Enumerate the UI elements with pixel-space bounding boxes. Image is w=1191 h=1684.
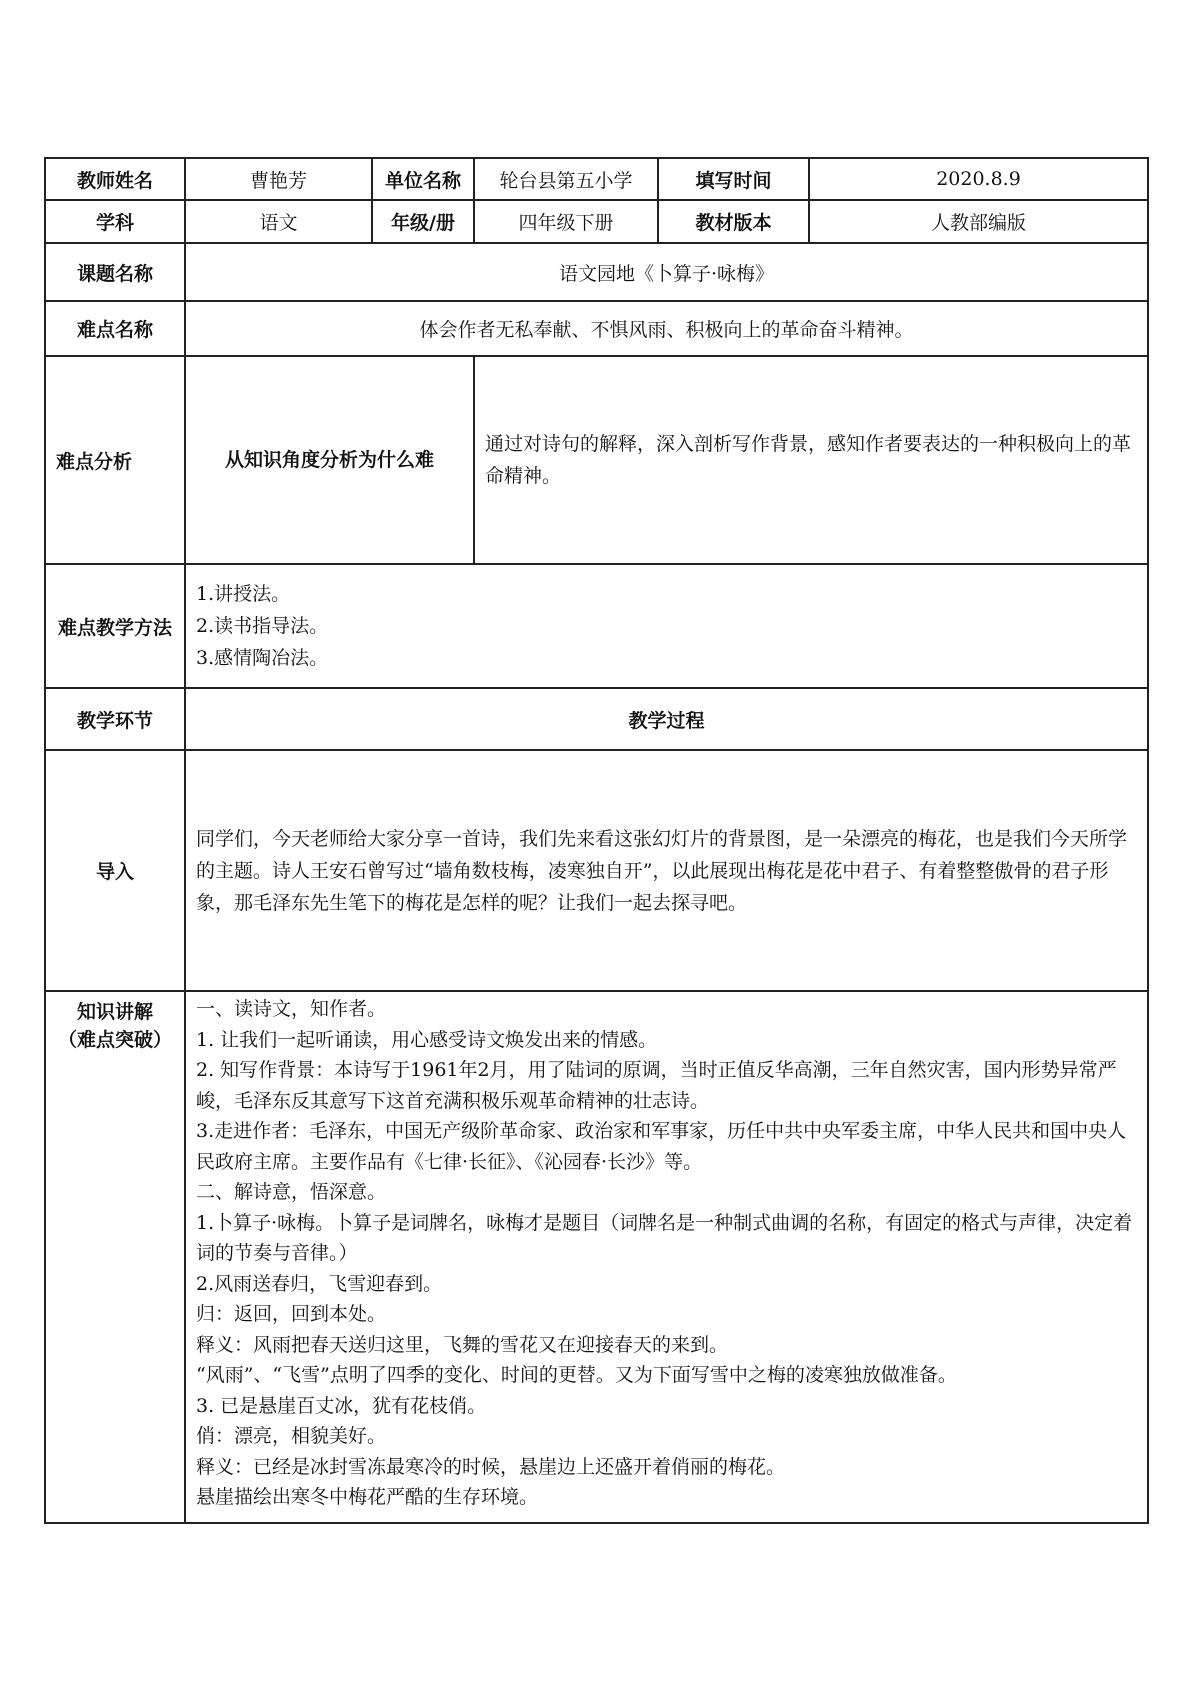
grade: 四年级下册 — [474, 200, 658, 243]
knowledge-line: 悬崖描绘出寒冬中梅花严酷的生存环境。 — [196, 1486, 539, 1508]
methods-label: 难点教学方法 — [45, 564, 185, 688]
methods-list — [185, 564, 1148, 688]
intro-text: 同学们，今天老师给大家分享一首诗，我们先来看这张幻灯片的背景图，是一朵漂亮的梅花，也是我们今天所学的主题。诗人王安石曾写过“墙角数枝梅，凌寒独自开”，以此展现出梅花是花中君子、有着整整傲骨的君子形象，那毛泽东先生笔下的梅花是怎样的呢？让我们一起去探寻吧。 — [185, 750, 1148, 991]
teacher-name-label: 教师姓名 — [45, 158, 185, 200]
process-stage-header: 教学环节 — [45, 688, 185, 750]
unit-label: 单位名称 — [372, 158, 474, 200]
grade-label: 年级/册 — [372, 200, 474, 243]
edition-label: 教材版本 — [658, 200, 809, 243]
method-item: 1.讲授法。 — [196, 583, 291, 605]
knowledge-content — [185, 991, 1148, 1523]
knowledge-line: 2.风雨送春归，飞雪迎春到。 — [196, 1272, 443, 1295]
knowledge-row — [45, 991, 1148, 1523]
topic-value: 语文园地《卜算子·咏梅》 — [185, 243, 1148, 301]
intro-row — [45, 750, 1148, 991]
method-item: 3.感情陶冶法。 — [196, 647, 329, 669]
knowledge-line: 一、读诗文，知作者。 — [196, 998, 387, 1020]
topic-label: 课题名称 — [45, 243, 185, 301]
methods-row — [45, 564, 1148, 688]
knowledge-line: 二、解诗意，悟深意。 — [196, 1181, 387, 1203]
knowledge-line: 3. 已是悬崖百丈冰，犹有花枝俏。 — [196, 1394, 487, 1417]
header-row-2 — [45, 200, 1148, 243]
knowledge-line: 归：返回，回到本处。 — [196, 1303, 387, 1325]
knowledge-line: 3.走进作者：毛泽东，中国无产级阶革命家、政治家和军事家，历任中共中央军委主席，中华人民共和国中央人民政府主席。主要作品有《七律·长征》、《沁园春·长沙》等。 — [196, 1120, 1127, 1173]
knowledge-label-line1: 知识讲解 — [76, 1001, 153, 1023]
knowledge-line: “风雨”、“飞雪”点明了四季的变化、时间的更替。又为下面写雪中之梅的凌寒独放做准备。 — [196, 1364, 957, 1386]
analysis-row — [45, 356, 1148, 564]
difficulty-label: 难点名称 — [45, 301, 185, 356]
difficulty-value: 体会作者无私奉献、不惧风雨、积极向上的革命奋斗精神。 — [185, 301, 1148, 356]
knowledge-line: 释义：风雨把春天送归这里，飞舞的雪花又在迎接春天的来到。 — [196, 1333, 729, 1356]
intro-label: 导入 — [45, 750, 185, 991]
subject-label: 学科 — [45, 200, 185, 243]
analysis-label: 难点分析 — [45, 356, 185, 564]
topic-row — [45, 243, 1148, 301]
header-row-1 — [45, 158, 1148, 200]
process-content-header: 教学过程 — [185, 688, 1148, 750]
knowledge-line: 2. 知写作背景：本诗写于1961年2月，用了陆词的原调，当时正值反华高潮，三年自然灾害，国内形势异常严峻，毛泽东反其意写下这首充满积极乐观革命精神的壮志诗。 — [196, 1059, 1117, 1112]
method-item: 2.读书指导法。 — [196, 615, 329, 637]
lesson-plan-sheet — [44, 157, 1147, 1524]
analysis-value: 通过对诗句的解释，深入剖析写作背景，感知作者要表达的一种积极向上的革命精神。 — [474, 356, 1148, 564]
teacher-name: 曹艳芳 — [185, 158, 372, 200]
date-label: 填写时间 — [658, 158, 809, 200]
edition: 人教部编版 — [809, 200, 1148, 243]
knowledge-line: 1.卜算子·咏梅。卜算子是词牌名，咏梅才是题目（词牌名是一种制式曲调的名称，有固定的格式与声律，决定着词的节奏与音律。） — [196, 1211, 1133, 1264]
knowledge-label-line2: （难点突破） — [57, 1029, 172, 1051]
subject: 语文 — [185, 200, 372, 243]
lesson-plan-table — [44, 157, 1149, 1524]
knowledge-line: 释义：已经是冰封雪冻最寒冷的时候，悬崖边上还盛开着俏丽的梅花。 — [196, 1455, 786, 1478]
process-header-row — [45, 688, 1148, 750]
knowledge-label — [45, 991, 185, 1523]
fill-date: 2020.8.9 — [809, 158, 1148, 200]
knowledge-line: 1. 让我们一起听诵读，用心感受诗文焕发出来的情感。 — [196, 1028, 658, 1051]
analysis-sub-label: 从知识角度分析为什么难 — [185, 356, 474, 564]
knowledge-line: 俏：漂亮，相貌美好。 — [196, 1425, 387, 1447]
unit-name: 轮台县第五小学 — [474, 158, 658, 200]
difficulty-row — [45, 301, 1148, 356]
